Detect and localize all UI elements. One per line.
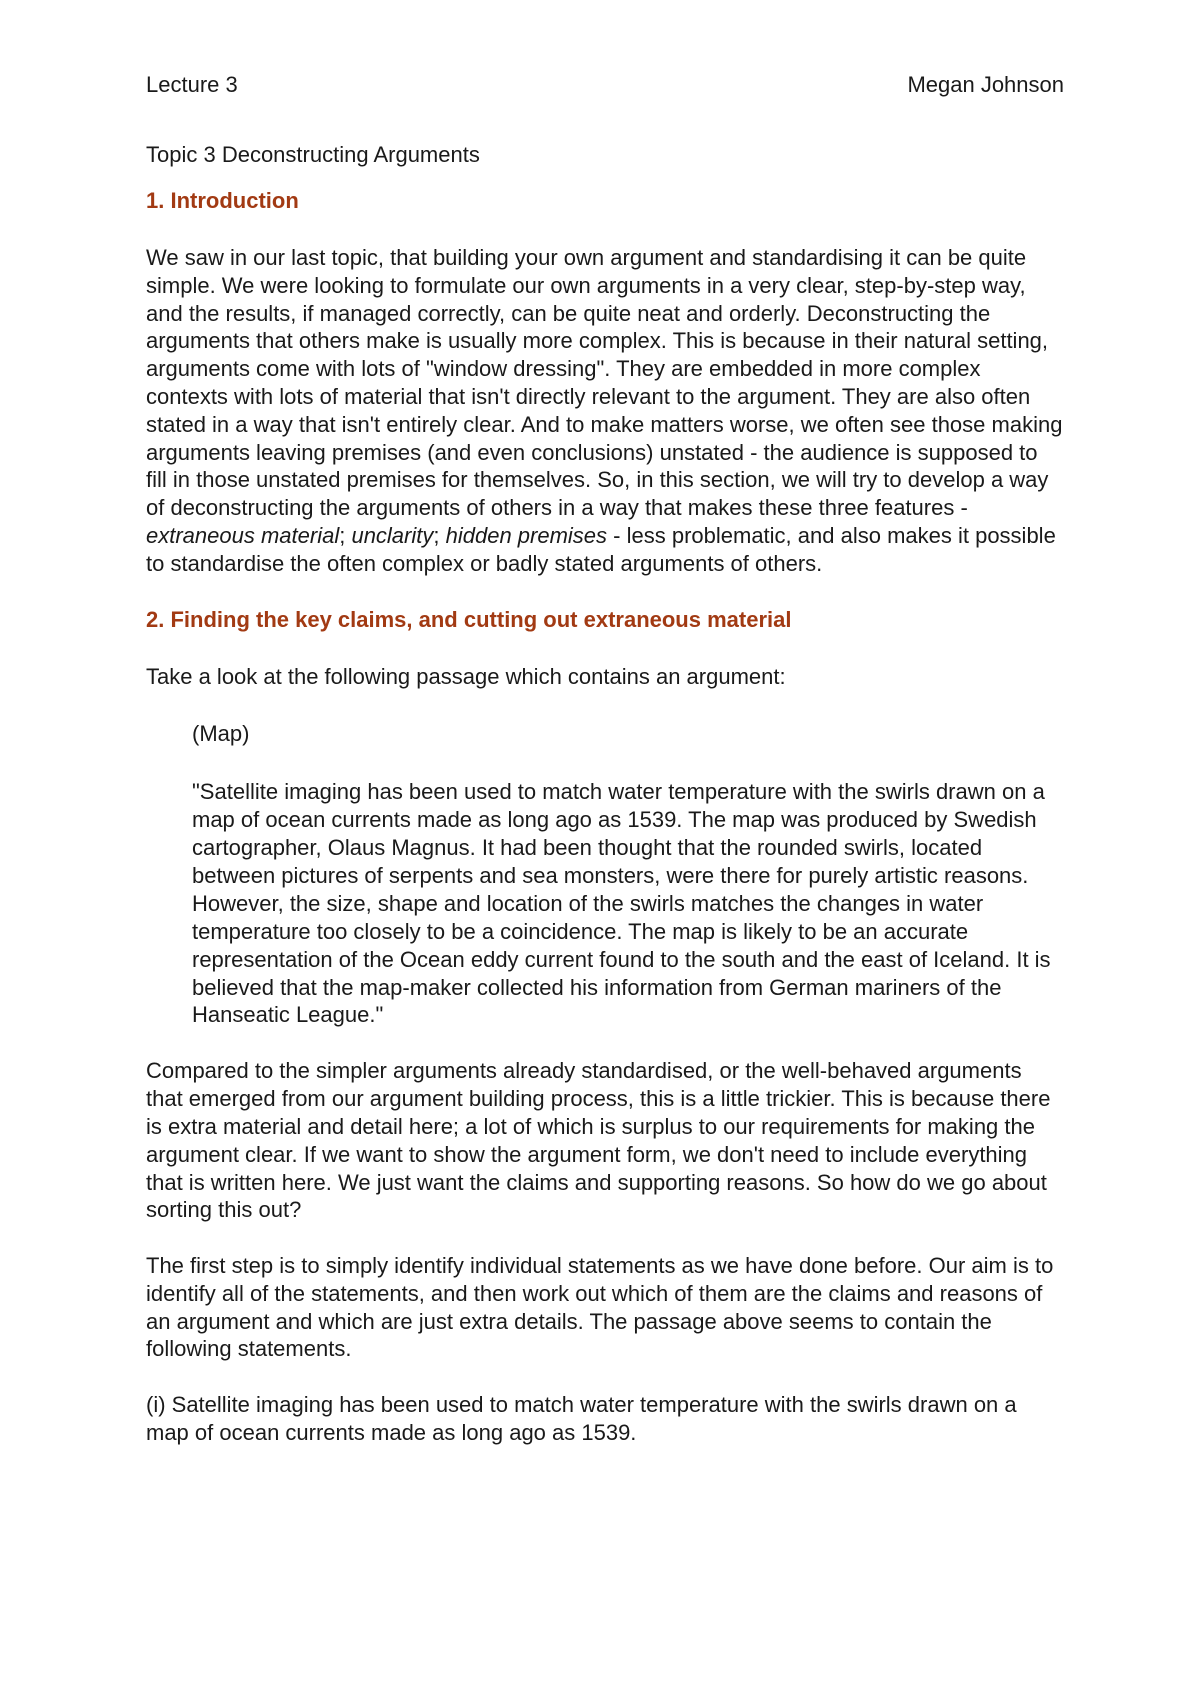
- take-look-paragraph: Take a look at the following passage which contains an argument:: [146, 663, 786, 689]
- quoted-passage: "Satellite imaging has been used to match water temperature with the swirls drawn on a map of ocean currents made as long ago as 1539. The map was produced by Swedish cartographer, Olaus Magnus. It had been thought that the rounded swirls, located between pictures of serpents and sea monsters, were there for purely artistic reasons. However, the size, shape and location of the swirls matches the changes in water temperature too closely to be a coincidence. The map is likely to be an accurate representation of the Ocean eddy current found to the south and the east of Iceland. It is believed that the map-maker collected his information from German mariners of the Hanseatic League.": [192, 779, 1051, 1028]
- intro-emphasis-unclarity: unclarity: [351, 522, 434, 548]
- intro-separator-1: ;: [339, 522, 352, 548]
- header-lecture-label: Lecture 3: [146, 72, 238, 97]
- header-author-name: Megan Johnson: [907, 72, 1064, 97]
- first-step-paragraph: The first step is to simply identify individual statements as we have done before. Our aim is to identify all of the statements, and then work out which of them are the claims and reasons of an argument and which are just extra details. The passage above seems to contain the following statements.: [146, 1253, 1054, 1362]
- map-label: (Map): [192, 721, 250, 747]
- intro-separator-2: ;: [433, 522, 446, 548]
- introduction-paragraph: [146, 244, 1064, 578]
- intro-emphasis-hidden-premises: hidden premises: [445, 522, 608, 548]
- section-heading-introduction: 1. Introduction: [146, 188, 299, 213]
- intro-text-part1: We saw in our last topic, that building your own argument and standardising it can be quite simple. We were looking to formulate our own arguments in a very clear, step-by-step way, and the results, if managed correctly, can be quite neat and orderly. Deconstructing the arguments that others make is usually more complex. This is because in their natural setting, arguments come with lots of "window dressing". They are embedded in more complex contexts with lots of material that isn't directly relevant to the argument. They are also often stated in a way that isn't entirely clear. And to make matters worse, we often see those making arguments leaving premises (and even conclusions) unstated - the audience is supposed to fill in those unstated premises for themselves. So, in this section, we will try to develop a way of deconstructing the arguments of others in a way that makes these three features -: [146, 245, 1063, 521]
- document-page: [146, 72, 1064, 1447]
- compared-paragraph: Compared to the simpler arguments already standardised, or the well-behaved arguments that emerged from our argument building process, this is a little trickier. This is because there is extra material and detail here; a lot of which is surplus to our requirements for making the argument clear. If we want to show the argument form, we don't need to include everything that is written here. We just want the claims and supporting reasons. So how do we go about sorting this out?: [146, 1058, 1051, 1223]
- statement-item: (i) Satellite imaging has been used to match water temperature with the swirls drawn on a map of ocean currents made as long ago as 1539.: [146, 1392, 1017, 1446]
- intro-emphasis-extraneous: extraneous material: [146, 522, 340, 548]
- topic-title: Topic 3 Deconstructing Arguments: [146, 142, 480, 167]
- page-header: [146, 72, 1064, 98]
- intro-text-part2: - less problematic, and also makes it possible to standardise the often complex or badly stated arguments of others.: [146, 522, 1056, 576]
- section-heading-finding-key-claims: 2. Finding the key claims, and cutting out extraneous material: [146, 606, 792, 632]
